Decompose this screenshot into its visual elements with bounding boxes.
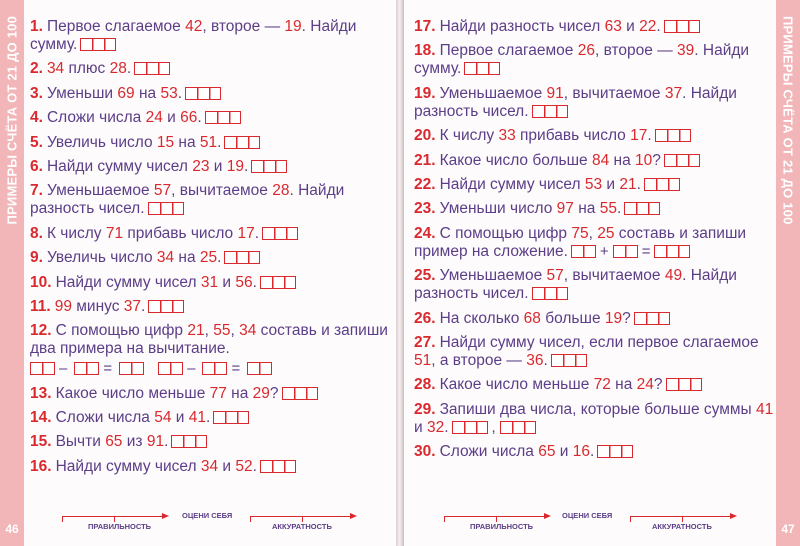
task-text: Какое число меньше: [55, 384, 210, 402]
task-value: 63: [604, 18, 622, 35]
task-text: Первое слагаемое: [46, 18, 186, 35]
task-value: 29: [252, 384, 270, 402]
task-28: [414, 376, 774, 394]
task-text: Вычти: [55, 433, 106, 451]
task-value: 51: [199, 133, 218, 151]
task-text: .: [217, 133, 222, 151]
task-text: Сложи числа: [439, 443, 539, 461]
answer-box[interactable]: [205, 111, 241, 124]
task-number: 9.: [30, 249, 43, 267]
task-text: С помощью цифр: [55, 322, 188, 340]
task-30: [414, 443, 774, 461]
task-text: К числу: [439, 127, 499, 145]
task-value: 71: [105, 224, 124, 242]
task-number: 30.: [414, 443, 436, 461]
task-text: . Найди разность чисел.: [30, 182, 345, 218]
answer-box[interactable]: [262, 227, 298, 240]
answer-box[interactable]: [597, 445, 633, 458]
task-value: 41: [755, 400, 774, 418]
answer-box[interactable]: [532, 287, 568, 300]
answer-box[interactable]: [171, 435, 207, 448]
equals-sign: =: [231, 360, 241, 378]
task-text: ,: [230, 322, 240, 340]
task-text: .: [252, 457, 257, 475]
task-text: .: [616, 200, 622, 218]
task-27: [414, 334, 774, 370]
task-value: 37: [664, 84, 683, 102]
task-text: Найди сумму чисел: [46, 157, 193, 175]
task-value: 19: [284, 18, 302, 35]
right-page: [404, 0, 800, 546]
task-number: 13.: [30, 384, 52, 402]
task-text: Уменьшаемое: [46, 182, 154, 200]
task-23: [414, 200, 774, 218]
task-text: Уменьшаемое: [439, 84, 547, 102]
task-18: [414, 42, 774, 78]
correctness-scale: [62, 516, 167, 517]
accuracy-label: АККУРАТНОСТЬ: [272, 522, 332, 531]
task-text: и: [555, 443, 573, 461]
task-text: на: [609, 151, 636, 169]
task-value: 34: [46, 60, 65, 78]
task-1: [30, 18, 388, 54]
correctness-label: ПРАВИЛЬНОСТЬ: [88, 522, 152, 531]
task-text: Какое число больше: [439, 151, 592, 169]
answer-box[interactable]: [500, 421, 536, 434]
task-text: . Найди сумму.: [414, 42, 750, 78]
task-21: [414, 152, 774, 170]
task-value: 23: [192, 157, 210, 175]
task-text: , вычитаемое: [171, 182, 273, 200]
answer-box[interactable]: [613, 245, 638, 258]
task-value: 84: [591, 151, 610, 169]
task-number: 24.: [414, 224, 436, 242]
right-side-title: ПРИМЕРЫ СЧЁТА ОТ 21 ДО 100: [780, 16, 796, 225]
task-value: 31: [200, 273, 219, 291]
task-26: [414, 310, 774, 328]
task-text: на: [174, 249, 200, 267]
task-value: 24: [636, 376, 654, 394]
task-number: 8.: [30, 224, 43, 242]
left-task-list: [30, 18, 388, 482]
task-text: и: [209, 157, 227, 175]
task-number: 29.: [414, 400, 436, 418]
task-text: .: [656, 18, 661, 35]
task-value: 53: [584, 175, 603, 193]
task-value: 65: [105, 433, 123, 451]
task-text: на: [134, 84, 161, 102]
book-gutter: [396, 0, 404, 546]
task-text: Найди сумму чисел: [55, 457, 201, 475]
task-text: .: [636, 175, 641, 193]
answer-box[interactable]: [654, 245, 690, 258]
task-value: 41: [188, 409, 206, 427]
equals-sign: =: [103, 360, 113, 378]
task-text: на: [573, 200, 600, 218]
task-number: 22.: [414, 175, 436, 193]
task-text: Увеличь число: [46, 133, 157, 151]
task-text: .: [217, 249, 222, 267]
task-text: С помощью цифр: [439, 224, 572, 242]
task-text: Уменьшаемое: [439, 267, 547, 285]
task-value: 19: [226, 157, 245, 175]
answer-box[interactable]: [655, 129, 691, 142]
task-text: .: [647, 127, 652, 145]
answer-box[interactable]: [74, 362, 99, 375]
task-text: плюс: [64, 60, 110, 78]
task-text: .: [244, 157, 249, 175]
task-text: .: [177, 84, 183, 102]
task-4: [30, 109, 388, 127]
task-2: [30, 60, 388, 78]
task-value: 72: [593, 376, 611, 394]
comma-sign: ,: [491, 418, 496, 436]
task-text: прибавь число: [123, 224, 238, 242]
task-20: [414, 127, 774, 145]
scale-tick: [630, 516, 631, 522]
task-value: 55: [599, 200, 617, 218]
scale-tick: [444, 516, 445, 522]
task-number: 3.: [30, 84, 43, 102]
self-assess-label: ОЦЕНИ СЕБЯ: [562, 511, 613, 520]
task-text: Найди сумму чисел: [55, 273, 201, 291]
task-10: [30, 274, 388, 292]
self-assess-label: ОЦЕНИ СЕБЯ: [182, 511, 233, 520]
left-page-number: 46: [5, 522, 19, 536]
task-text: из: [122, 433, 147, 451]
task-text: Первое слагаемое: [439, 42, 578, 60]
task-value: 21: [619, 175, 637, 193]
task-value: 17: [630, 127, 648, 145]
answer-box[interactable]: [224, 251, 260, 264]
task-number: 26.: [414, 309, 436, 327]
task-11: [30, 298, 388, 316]
answer-box[interactable]: [452, 421, 488, 434]
accuracy-scale: [250, 516, 355, 517]
scale-tick: [250, 516, 251, 522]
task-value: 25: [199, 249, 218, 267]
answer-box[interactable]: [664, 20, 700, 33]
task-8: [30, 225, 388, 243]
task-text: Уменьши число: [439, 200, 557, 218]
task-text: Сложи числа: [46, 109, 146, 127]
task-value: 28: [109, 60, 127, 78]
task-17: [414, 18, 774, 36]
task-number: 10.: [30, 273, 52, 291]
task-text: На сколько: [439, 309, 524, 327]
task-text: ,: [204, 322, 214, 340]
task-value: 24: [145, 109, 163, 127]
task-value: 57: [546, 267, 564, 285]
task-6: [30, 158, 388, 176]
task-text: и: [602, 175, 620, 193]
equals-sign: =: [641, 242, 651, 260]
task-number: 14.: [30, 409, 52, 427]
task-number: 25.: [414, 267, 436, 285]
answer-box[interactable]: [664, 154, 700, 167]
right-page-number: 47: [781, 522, 795, 536]
task-value: 25: [597, 224, 615, 242]
correctness-scale: [444, 516, 549, 517]
answer-box[interactable]: [644, 178, 680, 191]
accuracy-label: АККУРАТНОСТЬ: [652, 522, 712, 531]
task-text: прибавь число: [515, 127, 631, 145]
answer-box[interactable]: [464, 62, 500, 75]
task-value: 53: [160, 84, 178, 102]
task-text: .: [206, 409, 211, 427]
task-value: 34: [156, 249, 175, 267]
task-value: 36: [526, 351, 544, 369]
task-text: . Найди разность чисел.: [414, 84, 737, 120]
answer-box[interactable]: [571, 245, 596, 258]
plus-sign: +: [599, 242, 609, 260]
task-number: 21.: [414, 151, 436, 169]
task-value: 39: [677, 42, 695, 60]
task-number: 6.: [30, 157, 43, 175]
task-text: , вычитаемое: [563, 84, 665, 102]
answer-box[interactable]: [260, 460, 296, 473]
minus-sign: –: [59, 360, 68, 378]
task-text: ?: [269, 384, 279, 402]
task-text: и: [414, 418, 427, 436]
task-value: 99: [54, 297, 72, 315]
task-number: 15.: [30, 433, 52, 451]
right-task-list: [414, 18, 774, 467]
answer-box[interactable]: [247, 362, 272, 375]
task-text: Запиши два числа, которые больше суммы: [439, 400, 756, 418]
answer-box[interactable]: [30, 362, 55, 375]
task-text: ?: [652, 151, 661, 169]
task-number: 12.: [30, 322, 52, 340]
task-value: 75: [571, 224, 589, 242]
task-value: 56: [235, 273, 253, 291]
task-value: 17: [237, 224, 255, 242]
task-text: .: [543, 351, 548, 369]
task-value: 16: [572, 443, 590, 461]
task-value: 77: [209, 384, 227, 402]
task-number: 4.: [30, 109, 43, 127]
task-number: 28.: [414, 376, 436, 394]
task-value: 15: [156, 133, 175, 151]
task-text: К числу: [46, 224, 106, 242]
task-value: 28: [272, 182, 290, 200]
task-text: Увеличь число: [46, 249, 157, 267]
task-text: .: [164, 433, 169, 451]
task-value: 10: [635, 151, 653, 169]
answer-box[interactable]: [134, 62, 170, 75]
answer-box[interactable]: [158, 362, 183, 375]
left-side-title: ПРИМЕРЫ СЧЁТА ОТ 21 ДО 100: [4, 16, 20, 225]
task-text: Сложи числа: [55, 409, 155, 427]
answer-box[interactable]: [213, 411, 249, 424]
task-value: 21: [187, 322, 205, 340]
answer-box[interactable]: [260, 276, 296, 289]
scale-tick: [62, 516, 63, 522]
task-text: , второе —: [202, 18, 285, 35]
task-text: и: [218, 273, 236, 291]
answer-box[interactable]: [202, 362, 227, 375]
task-text: на: [174, 133, 200, 151]
task-text: Найди разность чисел: [439, 18, 605, 35]
left-assessment-footer: [0, 511, 396, 536]
right-side-strip: [776, 0, 800, 546]
task-value: 49: [664, 267, 683, 285]
minus-sign: –: [187, 360, 196, 378]
task-text: Найди сумму чисел: [439, 175, 585, 193]
equation-row: [30, 360, 388, 378]
task-number: 5.: [30, 133, 43, 151]
task-text: Найди сумму чисел, если первое слагаемое: [439, 333, 759, 351]
task-14: [30, 409, 388, 427]
task-number: 16.: [30, 457, 52, 475]
task-value: 54: [154, 409, 172, 427]
task-value: 55: [213, 322, 231, 340]
task-text: .: [141, 297, 146, 315]
answer-box[interactable]: [551, 354, 587, 367]
task-text: и: [171, 409, 189, 427]
task-text: составь и запиши два примера на вычитание.: [30, 322, 388, 358]
task-text: ?: [653, 376, 663, 394]
task-29: [414, 401, 774, 437]
task-number: 17.: [414, 18, 436, 35]
task-text: , вычитаемое: [563, 267, 665, 285]
task-value: 65: [538, 443, 556, 461]
task-text: .: [126, 60, 132, 78]
task-text: , второе —: [594, 42, 678, 60]
task-value: 91: [146, 433, 165, 451]
task-number: 23.: [414, 200, 436, 218]
task-value: 51: [414, 351, 432, 369]
task-text: , а второе —: [431, 351, 527, 369]
task-text: больше: [540, 309, 605, 327]
task-number: 18.: [414, 42, 436, 60]
task-number: 27.: [414, 333, 436, 351]
task-text: . Найди разность чисел.: [414, 267, 737, 303]
task-value: 91: [546, 84, 564, 102]
answer-box[interactable]: [224, 136, 260, 149]
task-value: 68: [523, 309, 541, 327]
correctness-label: ПРАВИЛЬНОСТЬ: [470, 522, 534, 531]
task-value: 34: [200, 457, 219, 475]
task-value: 97: [556, 200, 574, 218]
task-22: [414, 176, 774, 194]
answer-box[interactable]: [624, 202, 660, 215]
task-text: .: [254, 224, 260, 242]
answer-box[interactable]: [666, 378, 702, 391]
task-text: Какое число меньше: [439, 376, 594, 394]
task-9: [30, 249, 388, 267]
task-text: и: [621, 18, 640, 35]
task-value: 37: [123, 297, 142, 315]
answer-box[interactable]: [119, 362, 144, 375]
task-text: .: [444, 418, 449, 436]
task-12: [30, 322, 388, 378]
task-number: 11.: [30, 297, 51, 315]
task-value: 19: [604, 309, 623, 327]
answer-box[interactable]: [532, 105, 568, 118]
answer-box[interactable]: [148, 202, 184, 215]
task-value: 57: [153, 182, 172, 200]
accuracy-scale: [630, 516, 735, 517]
task-value: 66: [180, 109, 198, 127]
task-number: 20.: [414, 127, 436, 145]
task-value: 34: [239, 322, 257, 340]
task-24: [414, 225, 774, 261]
task-value: 69: [117, 84, 135, 102]
task-text: . Найди сумму.: [30, 18, 357, 53]
left-page: [0, 0, 396, 546]
task-text: ,: [588, 224, 598, 242]
task-value: 32: [426, 418, 445, 436]
answer-box[interactable]: [251, 160, 287, 173]
task-number: 19.: [414, 84, 436, 102]
task-5: [30, 134, 388, 152]
task-text: и: [218, 457, 236, 475]
left-side-strip: [0, 0, 24, 546]
task-text: и: [162, 109, 181, 127]
task-value: 26: [577, 42, 595, 60]
task-15: [30, 433, 388, 451]
task-text: .: [197, 109, 202, 127]
task-25: [414, 267, 774, 303]
task-text: на: [610, 376, 637, 394]
task-16: [30, 458, 388, 476]
task-text: Уменьши: [46, 84, 118, 102]
task-text: на: [226, 384, 253, 402]
task-number: 2.: [30, 60, 43, 78]
task-3: [30, 85, 388, 103]
task-value: 33: [498, 127, 516, 145]
task-text: составь и запиши пример на сложение.: [414, 224, 747, 260]
answer-box[interactable]: [80, 38, 116, 51]
task-value: 42: [185, 18, 203, 35]
right-assessment-footer: [404, 511, 800, 536]
task-text: ?: [622, 309, 631, 327]
task-text: .: [590, 443, 595, 461]
task-value: 52: [235, 457, 253, 475]
task-text: минус: [71, 297, 124, 315]
task-text: .: [252, 273, 257, 291]
task-number: 1.: [30, 18, 43, 35]
task-19: [414, 85, 774, 121]
task-7: [30, 182, 388, 218]
answer-box[interactable]: [282, 387, 318, 400]
answer-box[interactable]: [634, 312, 670, 325]
task-value: 22: [639, 18, 657, 35]
answer-box[interactable]: [185, 87, 221, 100]
task-13: [30, 385, 388, 403]
task-number: 7.: [30, 182, 43, 200]
answer-box[interactable]: [148, 300, 184, 313]
